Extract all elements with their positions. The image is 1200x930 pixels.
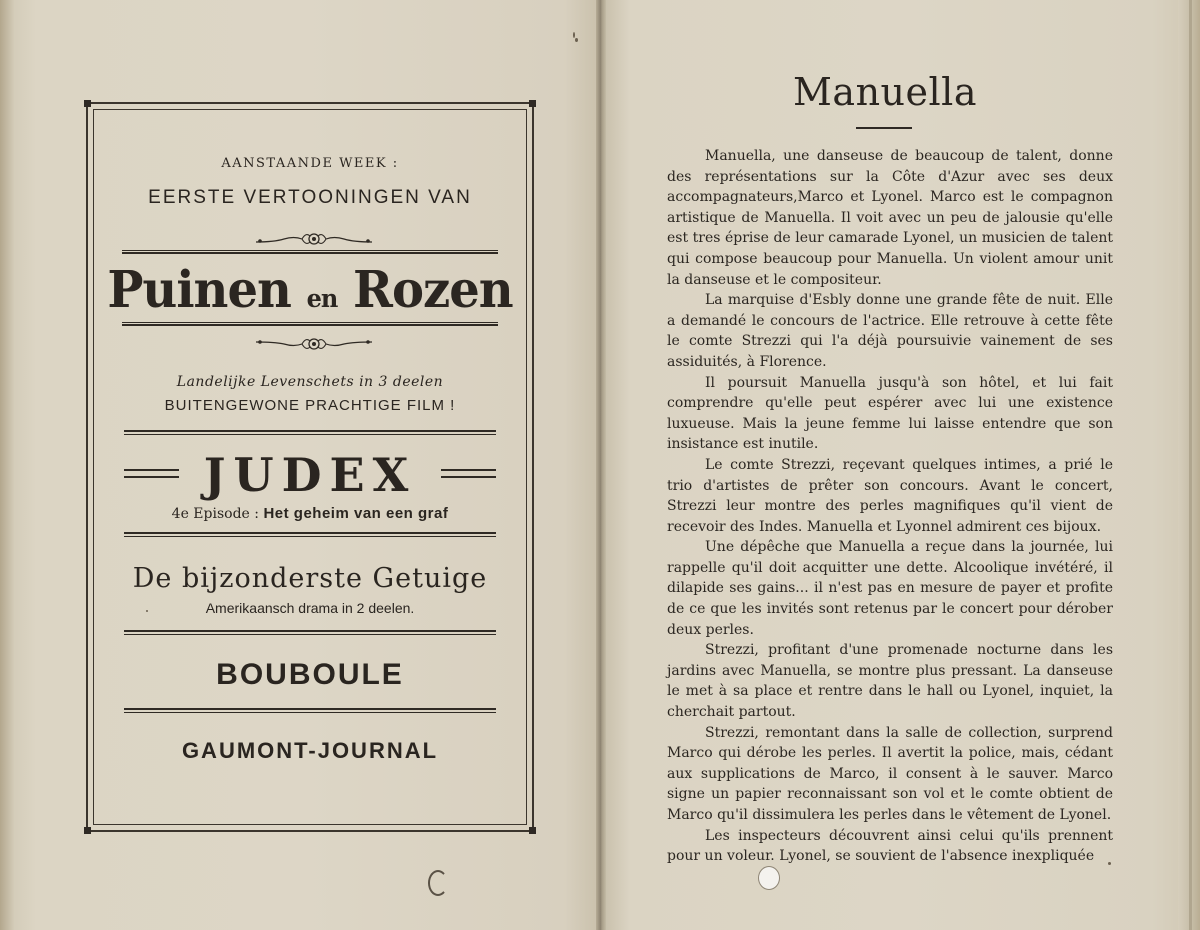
story-title: Manuella — [793, 70, 977, 114]
story-text — [667, 146, 1113, 867]
divider-rule — [122, 250, 498, 254]
comedy-title: BOUBOULE — [216, 658, 404, 691]
paper-speck — [1108, 862, 1111, 865]
serial-title-flourish — [441, 469, 496, 478]
scroll-ornament-icon — [254, 230, 374, 248]
frame-corner — [529, 827, 536, 834]
feature-subtitle: Landelijke Levenschets in 3 deelen — [176, 374, 444, 390]
feature-title-conjunction: en — [306, 282, 338, 314]
frame-corner — [529, 100, 536, 107]
feature-title-word: Puinen — [107, 260, 291, 320]
book-gutter — [596, 0, 606, 930]
story-paragraph: Strezzi, profitant d'une promenade nocturne dans les jardins avec Manuella, se montre plus pressant. La danseuse le met à sa place et rentre dans le hall ou Lyonel, inquiet, la cherchait partout. — [667, 642, 1113, 721]
binding-hole — [428, 870, 448, 896]
paper-speck — [146, 610, 148, 612]
program-frame — [86, 102, 534, 832]
divider-rule — [124, 708, 496, 713]
episode-title: Het geheim van een graf — [263, 505, 449, 522]
drama-subtitle: Amerikaansch drama in 2 deelen. — [205, 600, 415, 616]
serial-episode — [94, 505, 526, 522]
divider-rule — [124, 430, 496, 435]
divider-rule — [124, 532, 496, 537]
story-paragraph: La marquise d'Esbly donne une grande fête de nuit. Elle a demandé le concours de l'actrice. Elle retrouve à cette fête le comte Strezzi qui l'a déjà poursuivie vainement de ses assiduités, à Florence. — [667, 292, 1113, 370]
newsreel-title: GAUMONT-JOURNAL — [181, 738, 439, 763]
scroll-ornament-icon — [254, 334, 374, 352]
binding-hole — [758, 866, 780, 890]
upcoming-label: AANSTAANDE WEEK : — [221, 156, 399, 171]
title-underline — [856, 127, 912, 129]
story-paragraph: Le comte Strezzi, reçevant quelques intimes, a prié le trio d'artistes de prêter son concours. Avant le concert, Strezzi leur montre des perles magnifiques qu'il vient de recevoir des Indes. Manuella et Lyonnel admirent ces bijoux. — [667, 456, 1113, 535]
feature-title — [94, 261, 526, 320]
story-paragraph: Manuella, une danseuse de beaucoup de talent, donne des représentations sur la Côte d'Azur avec ses deux accompagnateurs,Marco et Lyonel. Marco est le compagnon artistique de Manuella. Il voit avec un peu de jalousie qu'elle est tres éprise de leur camarade Lyonel, un musicien de talent qui compose beaucoup pour Manuella. Un violent amour unit la danseuse et le compositeur. — [667, 148, 1113, 288]
program-frame-inner — [93, 109, 527, 825]
paper-speck — [573, 32, 575, 38]
page-edge-line — [1189, 0, 1192, 930]
drama-title: De bijzonderste Getuige — [132, 563, 488, 594]
paper-speck — [575, 38, 578, 42]
story-paragraph: Une dépêche que Manuella a reçue dans la journée, lui rappelle qu'il doit acquitter une dette. Alcoolique invétéré, il dilapide ses gains... il n'est pas en mesure de payer et profite de ce que les invités sont retenus par le concert pour dérober deux perles. — [667, 539, 1113, 638]
divider-rule — [124, 630, 496, 635]
story-paragraph: Les inspecteurs découvrent ainsi celui qu'ils prennent pour un voleur. Lyonel, se souvient de l'absence inexpliquée — [667, 827, 1113, 865]
frame-corner — [84, 100, 91, 107]
first-shows-heading: EERSTE VERTOONINGEN VAN — [148, 187, 472, 208]
story-paragraph: Il poursuit Manuella jusqu'à son hôtel, et lui fait comprendre qu'elle peut espérer avec lui une existence luxueuse. Mais la jeune femme lui laisse entendre que son insistance est inutile. — [667, 374, 1113, 453]
page-edge — [0, 0, 14, 930]
frame-corner — [84, 827, 91, 834]
serial-title-row — [124, 450, 496, 500]
feature-tagline: BUITENGEWONE PRACHTIGE FILM ! — [164, 397, 456, 414]
serial-title: JUDEX — [203, 448, 417, 502]
episode-prefix: 4e Episode : — [171, 506, 259, 522]
divider-rule — [122, 322, 498, 326]
feature-title-word: Rozen — [353, 260, 513, 320]
story-paragraph: Strezzi, remontant dans la salle de collection, surprend Marco qui dérobe les perles. Il avertit la police, mais, cédant aux supplications de Marco, il consent à le sauver. Marco signe un papier reconnaissant son vol et le comte obtient de Marco qu'il dissimulera les perles dans le vêtement de Lyonel. — [667, 724, 1113, 823]
